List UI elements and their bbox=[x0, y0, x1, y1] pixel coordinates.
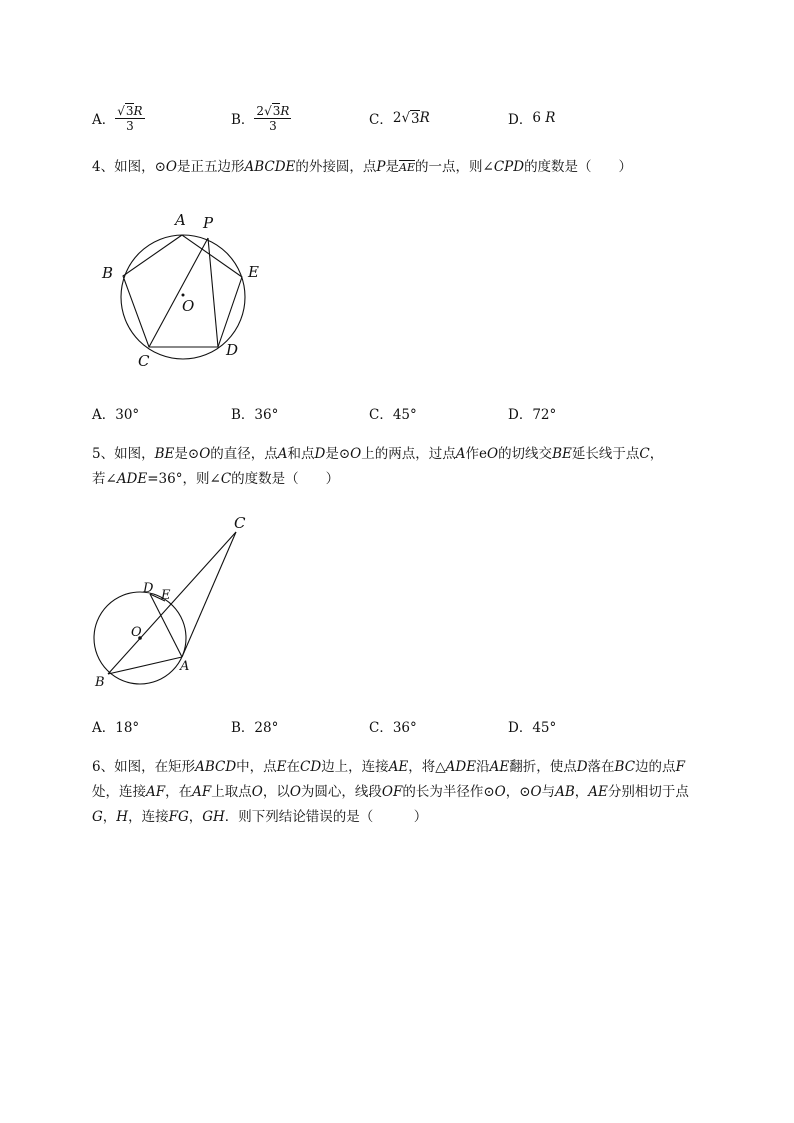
math-var: AE bbox=[588, 784, 608, 800]
math-var: H bbox=[116, 809, 129, 825]
coefficient: 2 bbox=[392, 110, 402, 126]
math-var: CD bbox=[300, 759, 322, 775]
stem-text: 的一点，则∠ bbox=[415, 159, 494, 175]
stem-text: 的长为半径作⊙ bbox=[402, 784, 495, 800]
q5-figure-circle-tangent bbox=[85, 510, 265, 695]
math-var: O bbox=[494, 784, 506, 800]
label-p: P bbox=[203, 214, 214, 232]
stem-text: ， bbox=[188, 809, 203, 825]
q5-stem-line2 bbox=[92, 467, 339, 491]
stem-text: 是⊙ bbox=[174, 446, 200, 462]
label-a: A bbox=[180, 659, 190, 674]
label-d: D bbox=[143, 581, 154, 596]
arc-label: $\overline{AE}$ bbox=[399, 161, 415, 174]
math-var: ADE bbox=[116, 471, 148, 487]
option-letter: A． bbox=[92, 112, 116, 128]
radicand: 3 bbox=[125, 104, 134, 118]
math-var: OF bbox=[381, 784, 403, 800]
math-var: O bbox=[350, 446, 362, 462]
stem-text: 和点 bbox=[287, 446, 315, 462]
q4-option-b: B．36° bbox=[231, 407, 279, 423]
math-var: D bbox=[576, 759, 588, 775]
q6-stem-line1 bbox=[92, 755, 685, 779]
label-o: O bbox=[182, 297, 195, 315]
math-var: A bbox=[455, 446, 466, 462]
question-number: 4、 bbox=[92, 159, 115, 175]
radicand: 3 bbox=[272, 104, 281, 118]
stem-text: 如图， bbox=[114, 446, 155, 462]
math-var: △ADE bbox=[435, 759, 477, 775]
denominator: 3 bbox=[269, 119, 277, 133]
stem-text: 的外接圆，点 bbox=[295, 159, 377, 175]
stem-text: ，将 bbox=[408, 759, 436, 775]
math-var: C bbox=[639, 446, 650, 462]
stem-text: 分别相切于点 bbox=[607, 784, 689, 800]
label-c: C bbox=[138, 352, 150, 370]
label-o: O bbox=[131, 625, 142, 640]
label-b: B bbox=[102, 264, 114, 282]
q5-option-a: A．18° bbox=[92, 720, 140, 736]
math-var: BC bbox=[614, 759, 636, 775]
math-var: O bbox=[486, 446, 499, 462]
fraction: $\frac{√3R}{3}$ bbox=[117, 104, 143, 133]
q4-option-a: A．30° bbox=[92, 407, 140, 423]
segment-pc bbox=[149, 238, 208, 347]
math-var: ABCDE bbox=[244, 159, 296, 175]
q4-option-c: C．45° bbox=[369, 407, 417, 423]
option-letter: B． bbox=[231, 112, 255, 128]
q5-option-d: D．45° bbox=[508, 720, 557, 736]
q3-option-a bbox=[92, 103, 145, 133]
stem-text: 是⊙ bbox=[325, 446, 351, 462]
label-d: D bbox=[226, 341, 239, 359]
stem-text: 作e bbox=[465, 446, 487, 462]
q5-option-c: C．36° bbox=[369, 720, 417, 736]
variable: R bbox=[545, 110, 556, 126]
variable: R bbox=[133, 104, 143, 118]
math-var: D bbox=[314, 446, 326, 462]
stem-text: 落在 bbox=[587, 759, 615, 775]
math-var: BE bbox=[154, 446, 175, 462]
segment-pd bbox=[208, 238, 218, 347]
stem-text: 边的点 bbox=[635, 759, 676, 775]
math-var: O bbox=[289, 784, 301, 800]
math-var: P bbox=[376, 159, 386, 175]
stem-text: ，在 bbox=[165, 784, 193, 800]
question-number: 6、 bbox=[92, 759, 115, 775]
stem-text: 翻折，使点 bbox=[509, 759, 577, 775]
math-var: O bbox=[165, 159, 177, 175]
line-bec bbox=[108, 532, 236, 674]
math-var: A bbox=[277, 446, 288, 462]
stem-text: 的直径，点 bbox=[210, 446, 278, 462]
q4-figure-pentagon-circle bbox=[90, 200, 280, 380]
variable: R bbox=[280, 104, 290, 118]
math-var: AF bbox=[146, 784, 166, 800]
q5-option-b: B．28° bbox=[231, 720, 279, 736]
math-var: AF bbox=[192, 784, 212, 800]
math-var: O bbox=[251, 784, 263, 800]
tangent-ac bbox=[182, 532, 236, 657]
label-b: B bbox=[95, 675, 105, 690]
stem-text: ， bbox=[102, 809, 117, 825]
stem-text: 为圆心，线段 bbox=[300, 784, 382, 800]
segment-da bbox=[150, 594, 182, 657]
stem-text: 与 bbox=[541, 784, 556, 800]
stem-text: 沿 bbox=[476, 759, 490, 775]
math-var: GH bbox=[202, 809, 225, 825]
q6-stem-line3 bbox=[92, 805, 427, 829]
math-var: F bbox=[675, 759, 685, 775]
stem-text: 是正五边形 bbox=[176, 159, 245, 175]
q3-option-c: C． 2 √ 3 R bbox=[369, 110, 430, 128]
stem-text: ， bbox=[574, 784, 589, 800]
label-c: C bbox=[234, 514, 246, 532]
q3-option-b bbox=[231, 103, 291, 133]
q5-stem-line1 bbox=[92, 442, 663, 466]
stem-text: 中，点 bbox=[236, 759, 277, 775]
option-letter: D． bbox=[508, 112, 533, 128]
denominator: 3 bbox=[126, 119, 134, 133]
q4-stem bbox=[92, 155, 632, 180]
fraction: $\frac{2√3R}{3}$ bbox=[256, 104, 290, 133]
q4-option-d: D．72° bbox=[508, 407, 557, 423]
math-var: O bbox=[199, 446, 211, 462]
stem-text: 是 bbox=[385, 159, 400, 175]
stem-text: 处，连接 bbox=[92, 784, 146, 800]
math-var: O bbox=[530, 784, 542, 800]
math-var: AE bbox=[388, 759, 409, 775]
math-var: E bbox=[276, 759, 287, 775]
math-var: C bbox=[220, 471, 232, 487]
stem-text: =36°，则∠ bbox=[147, 471, 221, 487]
math-var: AE bbox=[489, 759, 510, 775]
stem-text: 延长线于点 bbox=[571, 446, 640, 462]
question-number: 5、 bbox=[92, 446, 115, 462]
stem-text: 的度数是（ ） bbox=[231, 471, 340, 487]
stem-text: ，以 bbox=[262, 784, 290, 800]
option-letter: C． bbox=[369, 112, 393, 128]
math-var: CPD bbox=[493, 159, 525, 175]
coefficient: 2 bbox=[256, 104, 265, 118]
stem-text: 上的两点，过点 bbox=[361, 446, 456, 462]
q6-stem-line2 bbox=[92, 780, 689, 804]
math-var: G bbox=[92, 809, 103, 825]
stem-text: 的度数是（ ） bbox=[524, 159, 633, 175]
math-var: AB bbox=[555, 784, 575, 800]
label-a: A bbox=[175, 211, 186, 229]
radicand: 3 bbox=[411, 110, 420, 127]
stem-text: 如图，⊙ bbox=[114, 159, 166, 175]
q3-option-d bbox=[508, 103, 555, 133]
math-var: ABCD bbox=[195, 759, 237, 775]
stem-text: 如图，在矩形 bbox=[114, 759, 196, 775]
math-var: FG bbox=[168, 809, 189, 825]
option-number: 6 bbox=[532, 110, 541, 126]
stem-text: ．则下列结论错误的是（ ） bbox=[224, 809, 428, 825]
variable: R bbox=[419, 110, 430, 126]
stem-text: 上取点 bbox=[211, 784, 252, 800]
stem-text: ，⊙ bbox=[505, 784, 531, 800]
stem-text: 的切线交 bbox=[498, 446, 553, 462]
stem-text: 在 bbox=[286, 759, 301, 775]
stem-text: 边上，连接 bbox=[321, 759, 389, 775]
label-e: E bbox=[248, 263, 259, 281]
stem-text: ， bbox=[649, 446, 664, 462]
math-var: BE bbox=[552, 446, 572, 462]
label-e: E bbox=[161, 588, 171, 603]
stem-text: ，连接 bbox=[128, 809, 169, 825]
stem-text: 若∠ bbox=[92, 471, 117, 487]
